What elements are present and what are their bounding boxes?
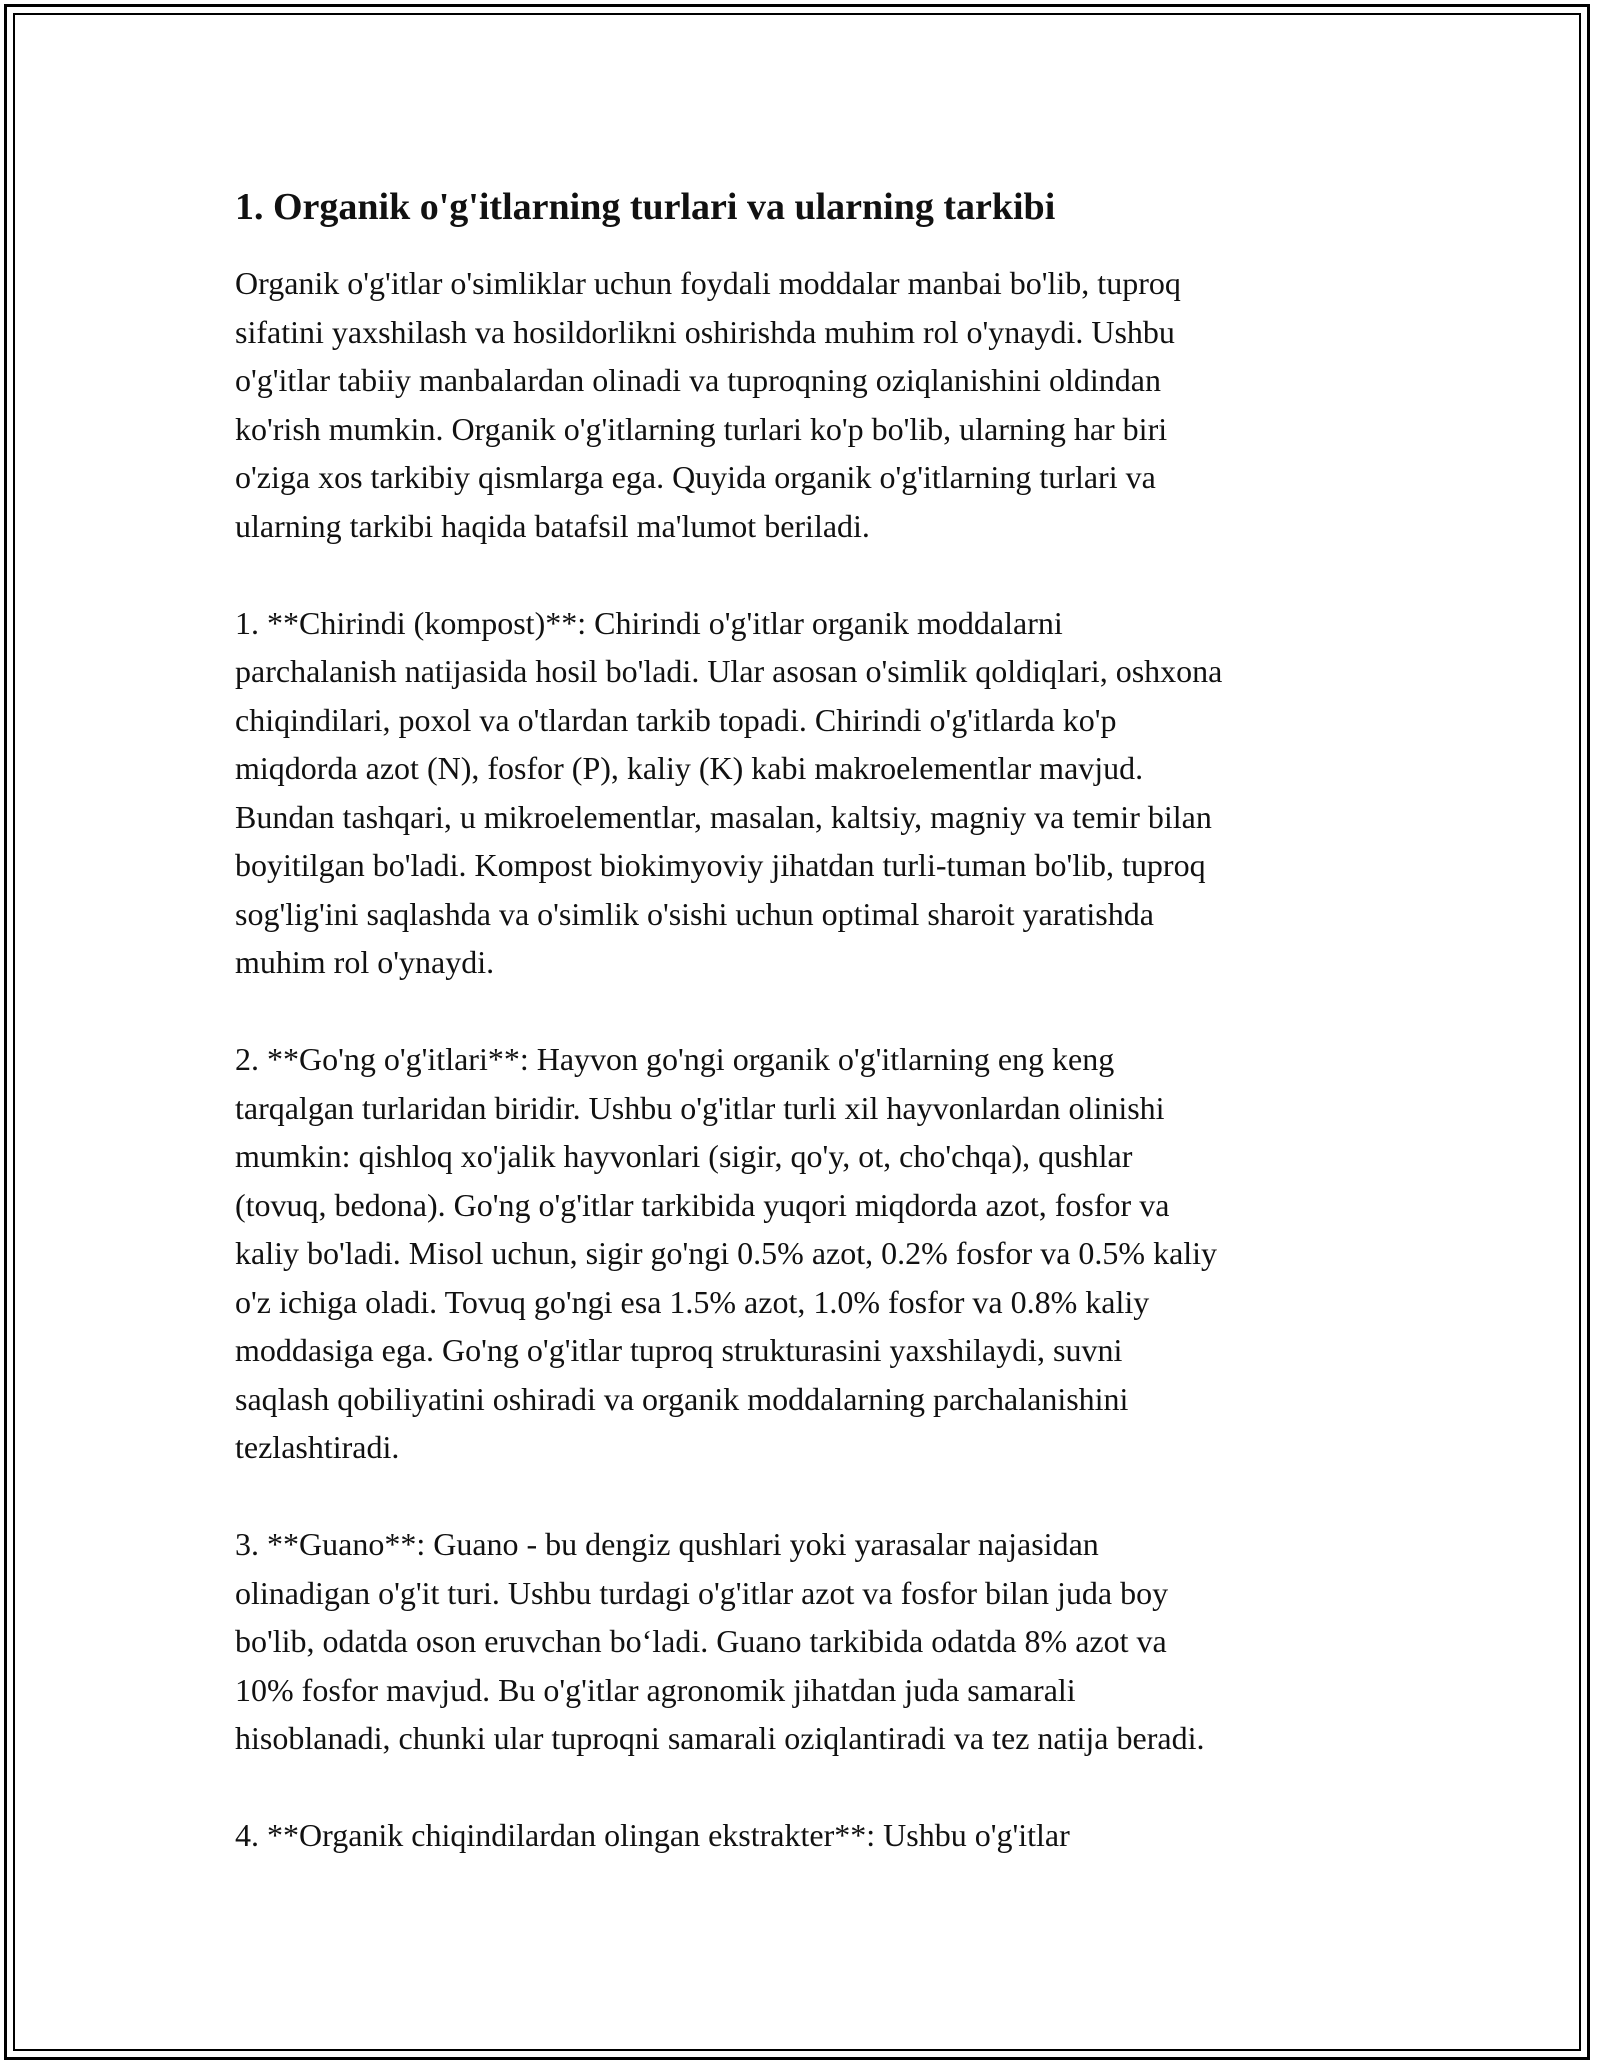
text-line: sifatini yaxshilash va hosildorlikni oshirishda muhim rol o'ynaydi. Ushbu (235, 313, 1175, 350)
text-line: miqdorda azot (N), fosfor (P), kaliy (K) kabi makroelementlar mavjud. (235, 750, 1144, 786)
text-line: ko'rish mumkin. Organik o'g'itlarning turlari ko'p bo'lib, ularning har biri (235, 410, 1168, 447)
compost-paragraph (235, 599, 1375, 987)
text-line: kaliy bo'ladi. Misol uchun, sigir go'ngi 0.5% azot, 0.2% fosfor va 0.5% kaliy (235, 1235, 1218, 1271)
text-line: parchalanish natijasida hosil bo'ladi. Ular asosan o'simlik qoldiqlari, oshxona (235, 653, 1223, 689)
text-line: hisoblanadi, chunki ular tuproqni samarali oziqlantiradi va tez natija beradi. (235, 1720, 1205, 1756)
text-line: o'z ichiga oladi. Tovuq go'ngi esa 1.5% azot, 1.0% fosfor va 0.8% kaliy (235, 1283, 1150, 1320)
guano-paragraph (235, 1520, 1375, 1763)
text-line: mumkin: qishloq xo'jalik hayvonlari (sigir, qo'y, ot, cho'chqa), qushlar (235, 1138, 1133, 1174)
text-line: 2. **Go'ng o'g'itlari**: Hayvon go'ngi organik o'g'itlarning eng keng (235, 1041, 1115, 1077)
text-line: bo'lib, odatda oson eruvchan bo‘ladi. Guano tarkibida odatda 8% azot va (235, 1623, 1167, 1659)
extract-paragraph (235, 1811, 1375, 1860)
text-line: chiqindilari, poxol va o'tlardan tarkib topadi. Chirindi o'g'itlarda ko'p (235, 701, 1117, 738)
text-line: 1. **Chirindi (kompost)**: Chirindi o'g'itlar organik moddalarni (235, 604, 1063, 641)
text-line: 4. **Organik chiqindilardan olingan ekstrakter**: Ushbu o'g'itlar (235, 1817, 1070, 1853)
text-line: moddasiga ega. Go'ng o'g'itlar tuproq strukturasini yaxshilaydi, suvni (235, 1332, 1123, 1368)
text-line: muhim rol o'ynaydi. (235, 944, 495, 980)
text-line: boyitilgan bo'ladi. Kompost biokimyoviy jihatdan turli-tuman bo'lib, tuproq (235, 847, 1206, 883)
text-line: ularning tarkibi haqida batafsil ma'lumot beriladi. (235, 507, 870, 544)
text-line: Bundan tashqari, u mikroelementlar, masalan, kaltsiy, magniy va temir bilan (235, 798, 1212, 835)
text-line: tezlashtiradi. (235, 1429, 400, 1465)
intro-paragraph (235, 259, 1375, 550)
text-line: sog'lig'ini saqlashda va o'simlik o'sishi uchun optimal sharoit yaratishda (235, 895, 1154, 932)
text-line: 3. **Guano**: Guano - bu dengiz qushlari yoki yarasalar najasidan (235, 1526, 1099, 1562)
text-line: o'g'itlar tabiiy manbalardan olinadi va tuproqning oziqlanishini oldindan (235, 362, 1161, 398)
text-line: olinadigan o'g'it turi. Ushbu turdagi o'g'itlar azot va fosfor bilan juda boy (235, 1574, 1169, 1611)
text-line: (tovuq, bedona). Go'ng o'g'itlar tarkibida yuqori miqdorda azot, fosfor va (235, 1186, 1170, 1223)
text-line: saqlash qobiliyatini oshiradi va organik moddalarning parchalanishini (235, 1380, 1129, 1417)
text-line: 10% fosfor mavjud. Bu o'g'itlar agronomik jihatdan juda samarali (235, 1671, 1076, 1708)
document-body (235, 183, 1375, 1908)
manure-paragraph (235, 1035, 1375, 1472)
text-line: tarqalgan turlaridan biridir. Ushbu o'g'itlar turli xil hayvonlardan olinishi (235, 1089, 1165, 1126)
text-line: Organik o'g'itlar o'simliklar uchun foydali moddalar manbai bo'lib, tuproq (235, 265, 1181, 301)
text-line: o'ziga xos tarkibiy qismlarga ega. Quyida organik o'g'itlarning turlari va (235, 459, 1156, 495)
page-title: 1. Organik o'g'itlarning turlari va ularning tarkibi (235, 186, 1056, 228)
